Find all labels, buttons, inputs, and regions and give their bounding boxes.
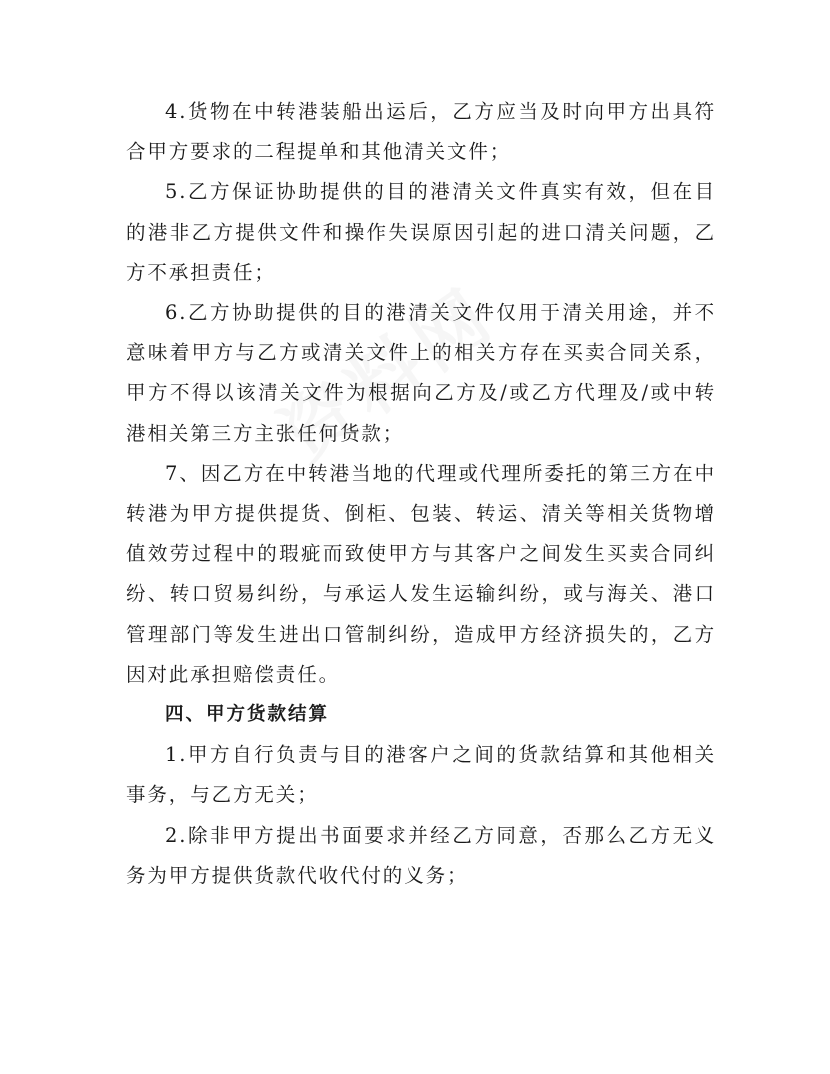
clause-4-shipment-documents: 4.货物在中转港装船出运后，乙方应当及时向甲方出具符合甲方要求的二程提单和其他清关文件； (126, 100, 716, 164)
clause-7-liability: 7、因乙方在中转港当地的代理或代理所委托的第三方在中转港为甲方提供提货、倒柜、包装、转运、清关等相关货物增值效劳过程中的瑕疵而致使甲方与其客户之间发生买卖合同纠纷、转口贸易纠纷，与承运人发生运输纠纷，或与海关、港口管理部门等发生进出口管制纠纷，造成甲方经济损失的，乙方因对此承担赔偿责任。 (126, 461, 716, 686)
clause-5-clearance-documents: 5.乙方保证协助提供的目的港清关文件真实有效，但在目的港非乙方提供文件和操作失误原因引起的进口清关问题，乙方不承担责任； (126, 180, 716, 284)
clause-1-payment-settlement: 1.甲方自行负责与目的港客户之间的货款结算和其他相关事务，与乙方无关； (126, 743, 716, 807)
clause-2-collection-payment: 2.除非甲方提出书面要求并经乙方同意，否那么乙方无义务为甲方提供货款代收代付的义务； (126, 823, 716, 887)
section-heading-payment-settlement: 四、甲方货款结算 (165, 704, 330, 726)
document-body (126, 92, 716, 896)
clause-6-clearance-usage: 6.乙方协助提供的目的港清关文件仅用于清关用途，并不意味着甲方与乙方或清关文件上的相关方存在买卖合同关系，甲方不得以该清关文件为根据向乙方及/或乙方代理及/或中转港相关第三方主张任何货款； (126, 301, 716, 445)
